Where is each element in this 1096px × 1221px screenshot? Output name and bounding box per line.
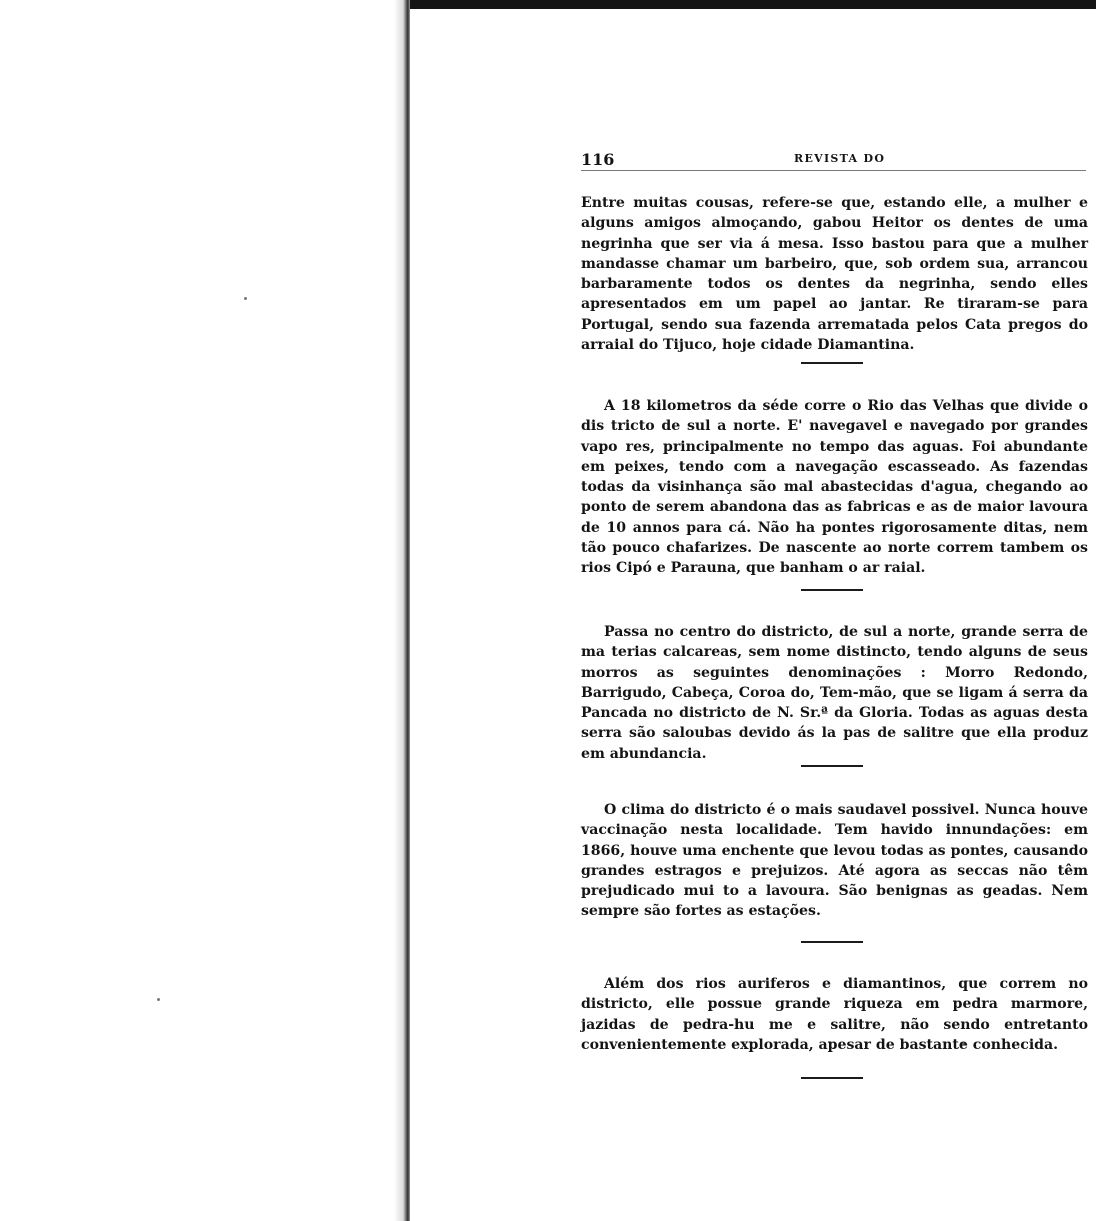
section-divider — [801, 362, 863, 364]
page-number: 116 — [581, 150, 615, 169]
paragraph-serra-calcarea: Passa no centro do districto, de sul a norte, grande serra de ma terias calcareas, sem nome distincto, tendo alguns de seus morros as seguintes denominações : Morro Redondo, Barrigudo, Cabeça, Coroa do, Tem-mão, que se ligam á serra da Pancada no districto de N. Sr.ª da Gloria. Todas as aguas desta serra são saloubas devido ás la pas de salitre que ella produz em abundancia. — [581, 624, 1088, 762]
paper-speck — [244, 297, 247, 300]
paper-speck — [157, 998, 160, 1001]
running-head: REVISTA DO — [794, 152, 886, 165]
paragraph-rio-das-velhas: A 18 kilometros da séde corre o Rio das Velhas que divide o dis tricto de sul a norte. E' navegavel e navegado por grandes vapo res, principalmente no tempo das aguas. Foi abundante em peixes, tendo com a navegação escasseado. As fazendas todas da visinhança são mal abastecidas d'agua, chegando ao ponto de serem abandona das as fabricas e as de maior lavoura de 10 annos para cá. Não ha pontes rigorosamente ditas, nem tão pouco chafarizes. De nascente ao norte correm tambem os rios Cipó e Parauna, que banham o ar raial. — [581, 398, 1088, 577]
section-divider — [801, 941, 863, 943]
top-page-border — [410, 0, 1096, 9]
book-gutter — [403, 0, 410, 1221]
section-divider — [801, 589, 863, 591]
paragraph-riquezas: Além dos rios auriferos e diamantinos, que correm no districto, elle possue grande riqueza em pedra marmore, jazidas de pedra-hu me e salitre, não sendo entretanto convenientemente explorada, apesar de bastante conhecida. — [581, 976, 1088, 1053]
paragraph-clima: O clima do districto é o mais saudavel possivel. Nunca houve vaccinação nesta localidade. Tem havido innundações: em 1866, houve uma enchente que levou todas as pontes, causando grandes estragos e prejuizos. Até agora as seccas não têm prejudicado mui to a lavoura. São benignas as geadas. Nem sempre são fortes as estações. — [581, 802, 1088, 920]
section-divider — [801, 1077, 863, 1079]
gutter-shadow — [394, 0, 403, 1221]
section-divider — [801, 765, 863, 767]
page-header — [581, 150, 1086, 171]
paragraph-heitor-anecdote: Entre muitas cousas, refere-se que, estando elle, a mulher e alguns amigos almoçando, gabou Heitor os dentes de uma negrinha que ser via á mesa. Isso bastou para que a mulher mandasse chamar um barbeiro, que, sob ordem sua, arrancou barbaramente todos os dentes da negrinha, sendo elles apresentados em um papel ao jantar. Re tiraram-se para Portugal, sendo sua fazenda arrematada pelos Cata pregos do arraial do Tijuco, hoje cidade Diamantina. — [581, 195, 1088, 354]
